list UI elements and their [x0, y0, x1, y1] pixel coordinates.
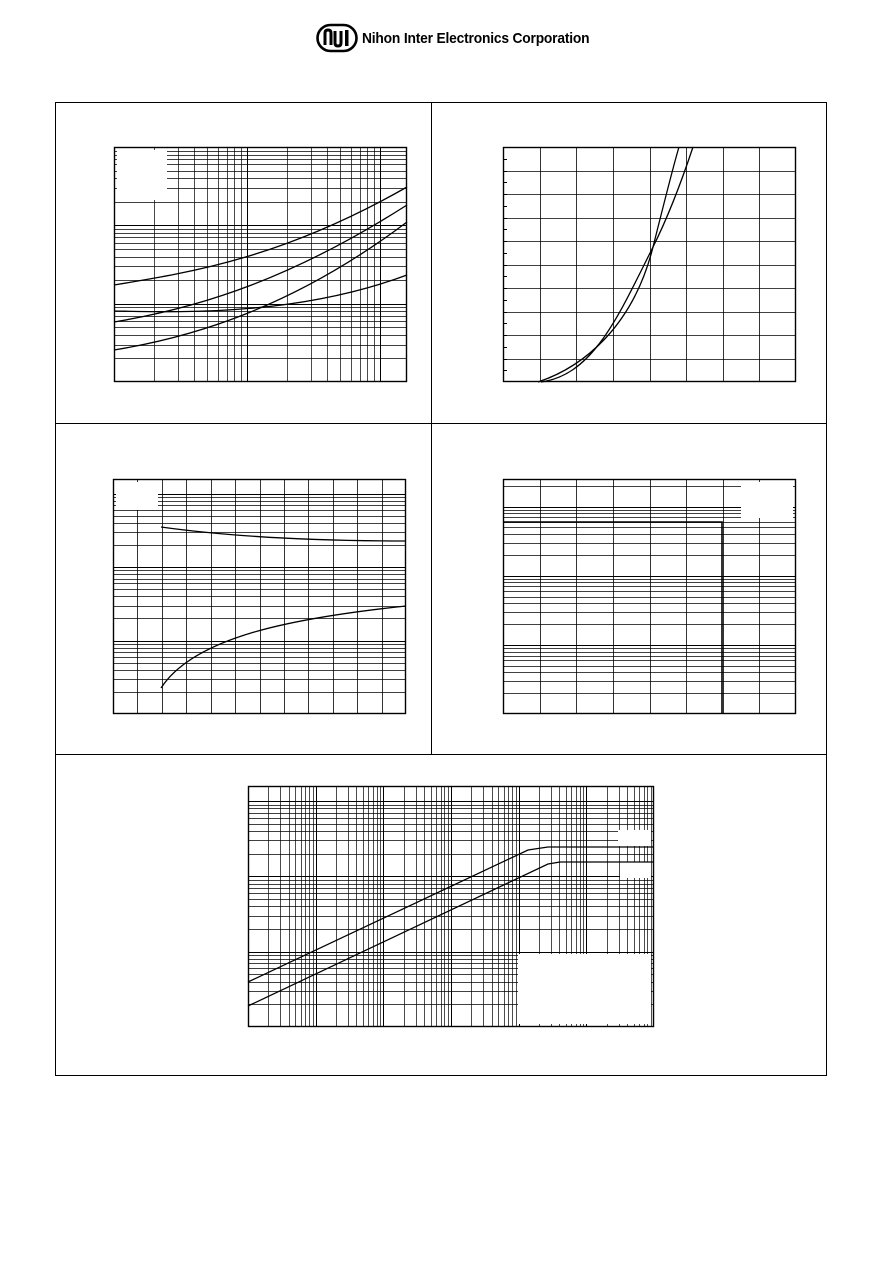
legend-area [620, 862, 651, 878]
panel-divider-row-2 [55, 754, 827, 755]
page-header [316, 22, 609, 54]
legend-area [116, 482, 158, 510]
chart-panel-2 [503, 147, 796, 382]
data-curve-1 [161, 527, 406, 541]
legend-area [518, 954, 651, 1024]
legend-area [117, 150, 167, 200]
panel-divider-vertical [431, 102, 432, 754]
data-curve-2 [541, 147, 693, 382]
plot-border [504, 148, 796, 382]
chart-panel-5 [248, 786, 654, 1027]
company-logo-icon [316, 23, 358, 53]
legend-area [618, 830, 651, 846]
data-curve-1 [538, 147, 679, 382]
chart-panel-3 [113, 479, 406, 714]
data-curve-limit [503, 522, 722, 714]
legend-area [741, 482, 793, 518]
data-curve-4 [114, 222, 407, 350]
chart-panel-1 [114, 147, 407, 382]
company-name: Nihon Inter Electronics Corporation [362, 29, 590, 47]
data-curve-1 [114, 187, 407, 285]
panel-divider-row-1 [55, 423, 827, 424]
chart-panel-4 [503, 479, 796, 714]
